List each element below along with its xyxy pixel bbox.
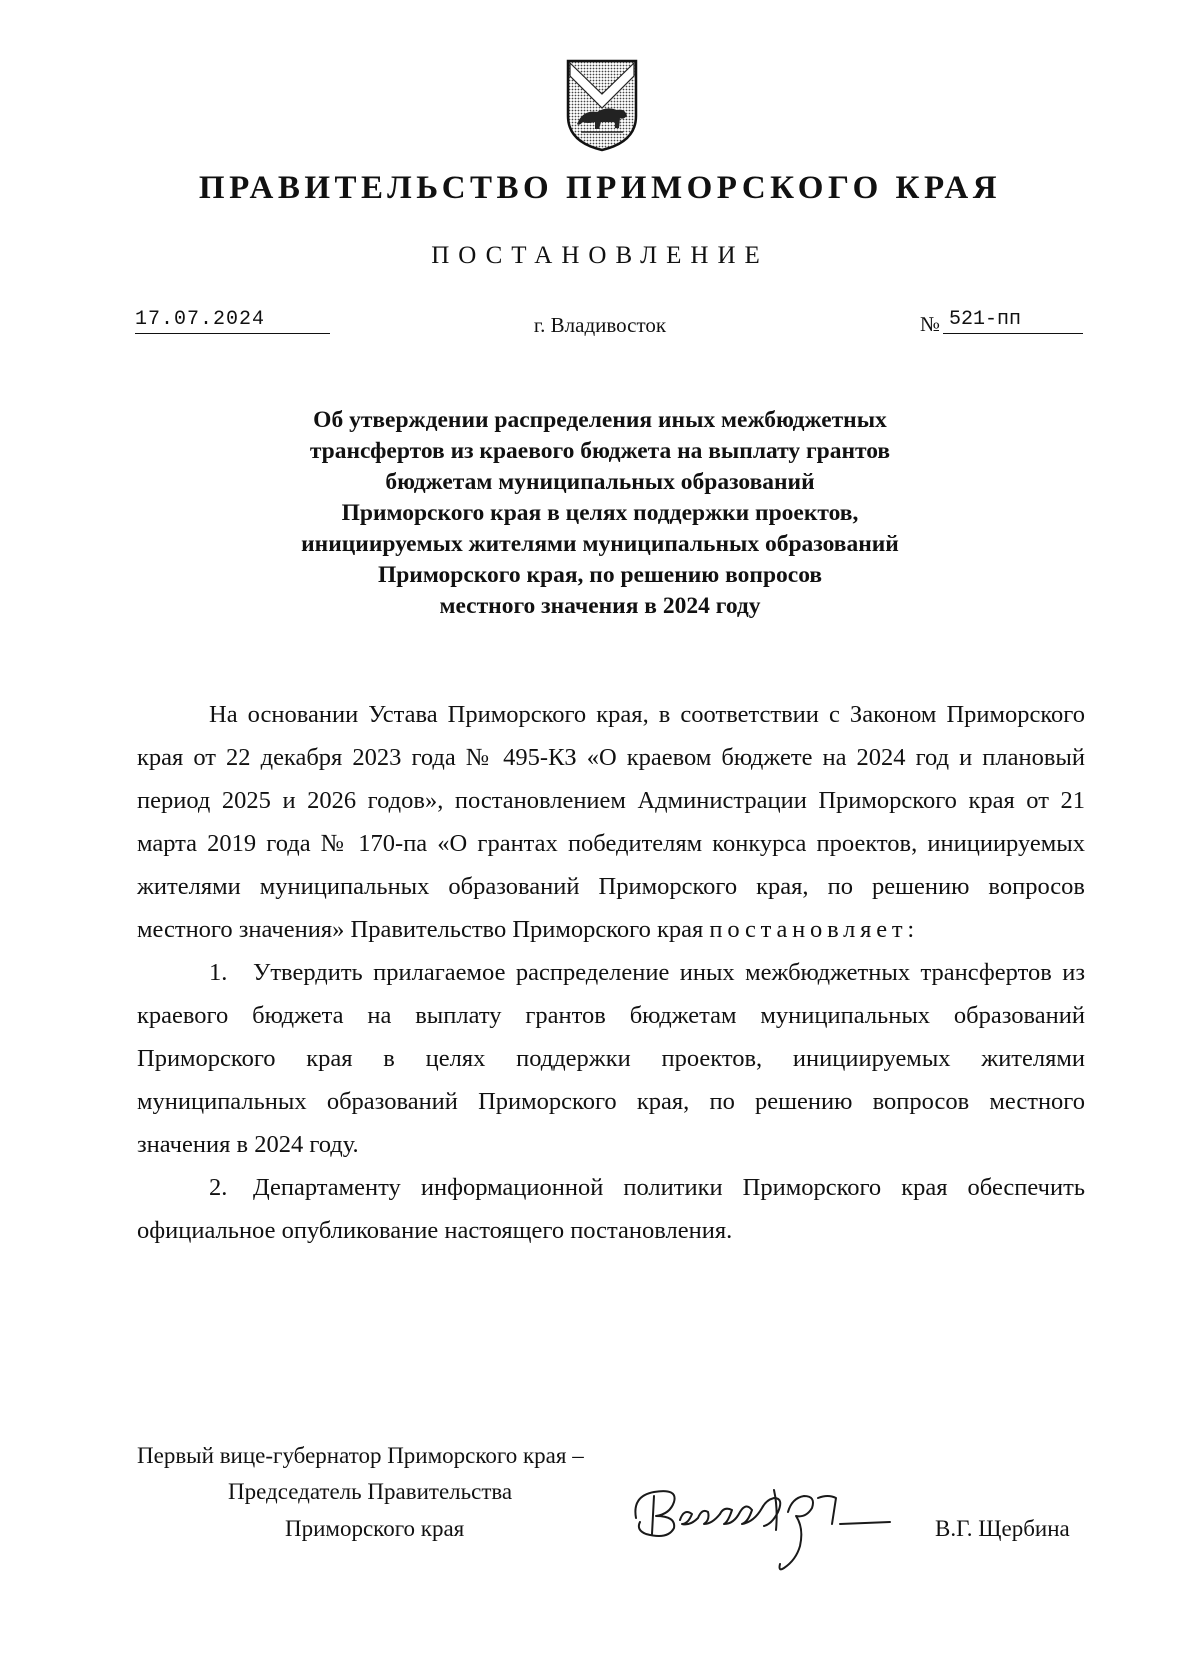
subject-line: бюджетам муниципальных образований bbox=[385, 469, 815, 495]
subject-line: Приморского края, по решению вопросов bbox=[377, 562, 823, 588]
item-text: Утвердить прилагаемое распределение иных межбюджетных трансфертов из краевого бюджета на выплату грантов бюджетам муниципальных образований Приморского края в целях поддержки проектов, инициируемых жителями муниципальных образований Приморского края, по решению вопросов местного значения в 2024 году. bbox=[137, 959, 1085, 1158]
document-number: 521-пп bbox=[943, 308, 1083, 334]
document-date: 17.07.2024 bbox=[135, 308, 330, 334]
subject-line: местного значения в 2024 году bbox=[439, 593, 761, 619]
subject-line: инициируемых жителями муниципальных образований bbox=[301, 531, 899, 557]
subject-line: Об утверждении распределения иных межбюджетных bbox=[313, 407, 887, 433]
decree-subject: Правительство Приморского края bbox=[350, 916, 704, 943]
decree-verb: постановляет: bbox=[709, 916, 920, 943]
signatory-position-line: Первый вице-губернатор Приморского края – bbox=[137, 1443, 584, 1468]
document-city: г. Владивосток bbox=[533, 313, 667, 337]
decree-item-2 bbox=[137, 1166, 1085, 1252]
item-text: Департаменту информационной политики Приморского края обеспечить официальное опубликование настоящего постановления. bbox=[137, 1174, 1085, 1244]
handwritten-signature-icon bbox=[628, 1468, 898, 1578]
number-label: № bbox=[920, 312, 941, 336]
signatory-name: В.Г. Щербина bbox=[935, 1516, 1070, 1541]
document-body bbox=[137, 693, 1085, 1252]
subject-line: Приморского края в целях поддержки проектов, bbox=[341, 500, 859, 526]
item-number: 1. bbox=[209, 959, 228, 986]
preamble-text: На основании Устава Приморского края, в соответствии с Законом Приморского края от 22 декабря 2023 года № 495-КЗ «О краевом бюджете на 2024 год и плановый период 2025 и 2026 годов», постановлением Администрации Приморского края от 21 марта 2019 года № 170-па «О грантах победителям конкурса проектов, инициируемых жителями муниципальных образований Приморского края, по решению вопросов местного значения» bbox=[137, 701, 1085, 943]
decree-item-1 bbox=[137, 951, 1085, 1166]
government-name: ПРАВИТЕЛЬСТВО ПРИМОРСКОГО КРАЯ bbox=[198, 170, 1002, 206]
item-number: 2. bbox=[209, 1174, 228, 1201]
subject-line: трансфертов из краевого бюджета на выплату грантов bbox=[309, 438, 891, 464]
preamble-paragraph bbox=[137, 693, 1085, 951]
signatory-position-line: Приморского края bbox=[285, 1516, 465, 1541]
signatory-position-line: Председатель Правительства bbox=[228, 1479, 513, 1504]
document-subject bbox=[150, 405, 1050, 622]
document-type: ПОСТАНОВЛЕНИЕ bbox=[431, 242, 769, 269]
coat-of-arms-icon bbox=[565, 58, 639, 152]
